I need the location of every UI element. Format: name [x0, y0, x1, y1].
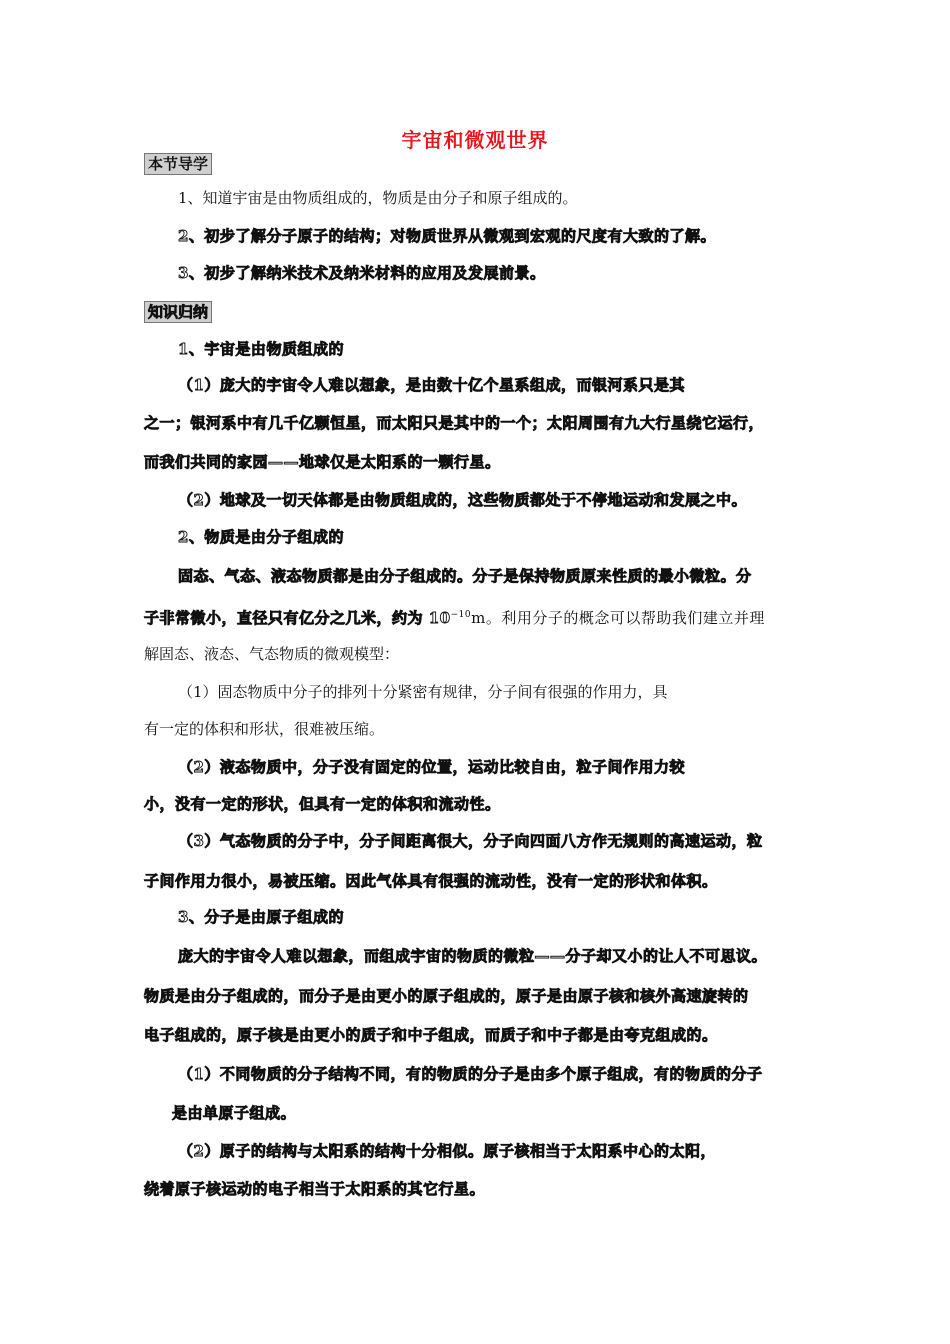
k3-heading: 3、分子是由原子组成的: [178, 908, 344, 926]
page-title: 宇宙和微观世界: [401, 128, 549, 152]
k1-paragraph-line: 而我们共同的家园——地球仅是太阳系的一颗行星。: [144, 453, 501, 471]
k3-atom-line: （2）原子的结构与太阳系的结构十分相似。原子核相当于太阳系中心的太阳，: [178, 1142, 716, 1160]
guide-item-3: 3、初步了解纳米技术及纳米材料的应用及发展前景。: [178, 264, 546, 282]
guide-item-1: 1、知道宇宙是由物质组成的，物质是由分子和原子组成的。: [178, 189, 578, 207]
k2-intro-text: m。利用分子的概念可以帮助我们建立并理: [471, 609, 765, 627]
k3-structure-line: （1）不同物质的分子结构不同，有的物质的分子是由多个原子组成，有的物质的分子: [178, 1065, 763, 1083]
k2-intro-line: [144, 605, 765, 628]
k1-paragraph-line: 之一；银河系中有几千亿颗恒星，而太阳只是其中的一个；太阳周围有九大行星绕它运行，: [144, 414, 765, 432]
k2-intro-line: 固态、气态、液态物质都是由分子组成的。分子是保持物质原来性质的最小微粒。分: [178, 567, 752, 585]
k3-intro-line: 电子组成的，原子核是由更小的质子和中子组成，而质子和中子都是由夸克组成的。: [144, 1026, 718, 1044]
k1-paragraph-line: （1）庞大的宇宙令人难以想象，是由数十亿个星系组成，而银河系只是其: [178, 376, 685, 394]
k3-intro-line: 物质是由分子组成的，而分子是由更小的原子组成的，原子是由原子核和核外高速旋转的: [144, 987, 749, 1005]
k2-gas-line: （3）气态物质的分子中，分子间距离很大，分子向四面八方作无规则的高速运动，粒: [178, 832, 763, 850]
k2-liquid-line: 小，没有一定的形状，但具有一定的体积和流动性。: [144, 795, 501, 813]
k3-structure-line: 是由单原子组成。: [172, 1104, 297, 1122]
k2-gas-line: 子间作用力很小，易被压缩。因此气体具有很强的流动性，没有一定的形状和体积。: [144, 872, 718, 890]
k3-intro-line: 庞大的宇宙令人难以想象，而组成宇宙的物质的微粒——分子却又小的让人不可思议。: [178, 947, 768, 965]
section-label-guide: 本节导学: [144, 153, 212, 175]
k3-atom-line: 绕着原子核运动的电子相当于太阳系的其它行星。: [144, 1180, 486, 1198]
k2-solid-line: 有一定的体积和形状，很难被压缩。: [144, 720, 385, 738]
section-label-knowledge: 知识归纳: [144, 301, 212, 323]
k2-heading: 2、物质是由分子组成的: [178, 528, 344, 546]
k2-intro-line: 解固态、液态、气态物质的微观模型：: [144, 645, 400, 663]
guide-item-2: 2、初步了解分子原子的结构；对物质世界从微观到宏观的尺度有大致的了解。: [178, 227, 716, 245]
exponent: −10: [450, 610, 472, 620]
k1-heading: 1、宇宙是由物质组成的: [178, 340, 344, 358]
k1-paragraph-2: （2）地球及一切天体都是由物质组成的，这些物质都处于不停地运动和发展之中。: [178, 491, 747, 509]
k2-intro-text: 子非常微小，直径只有亿分之几米，约为 10: [144, 609, 451, 627]
k2-solid-line: （1）固态物质中分子的排列十分紧密有规律，分子间有很强的作用力，具: [178, 683, 668, 701]
k2-liquid-line: （2）液态物质中，分子没有固定的位置，运动比较自由，粒子间作用力较: [178, 758, 685, 776]
